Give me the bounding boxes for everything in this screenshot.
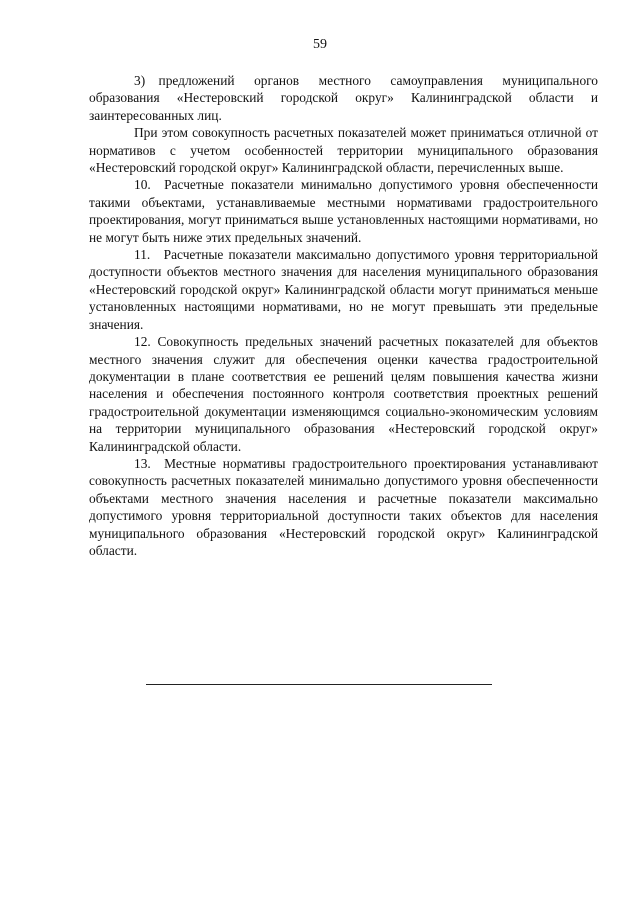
paragraph-indicators-note: При этом совокупность расчетных показателей может приниматься отличной от нормативов с учетом особенностей территории муниципального образования «Нестеровский городской округ» Калининградской области, перечисленных выше. xyxy=(89,125,598,176)
document-body xyxy=(89,72,598,559)
paragraph-10-minimum-level: 10. Расчетные показатели минимально допустимого уровня обеспеченности такими объектами, устанавливаемые местными нормативами градостроительного проектирования, могут приниматься выше установленных настоящими нормативами, но не могут быть ниже этих предельных значений. xyxy=(89,177,598,245)
paragraph-11-maximum-accessibility: 11. Расчетные показатели максимально допустимого уровня территориальной доступности объектов местного значения для населения муниципального образования «Нестеровский городской округ» Калининградской области могут приниматься меньше установленных настоящими нормативами, но не могут превышать эти предельные значения. xyxy=(89,247,598,332)
end-divider-line xyxy=(146,684,492,685)
paragraph-13-local-norms: 13. Местные нормативы градостроительного проектирования устанавливают совокупность расчетных показателей минимально допустимого уровня обеспеченности объектами местного значения населения и расчетные показатели максимально допустимого уровня территориальной доступности таких объектов для населения муниципального образования «Нестеровский городской округ» Калининградской области. xyxy=(89,455,598,558)
page-number: 59 xyxy=(313,37,327,52)
paragraph-3-proposals: 3) предложений органов местного самоуправления муниципального образования «Нестеровский городской округ» Калининградской области и заинтересованных лиц. xyxy=(89,73,598,123)
paragraph-12-limit-values: 12. Совокупность предельных значений расчетных показателей для объектов местного значения служит для обеспечения оценки качества градостроительной документации в плане соответствия ее решений целям повышения качества жизни населения и обеспечения постоянного контроля соответствия проектных решений градостроительной документации изменяющимся социально-экономическим условиям на территории муниципального образования «Нестеровский городской округ» Калининградской области. xyxy=(89,334,598,454)
